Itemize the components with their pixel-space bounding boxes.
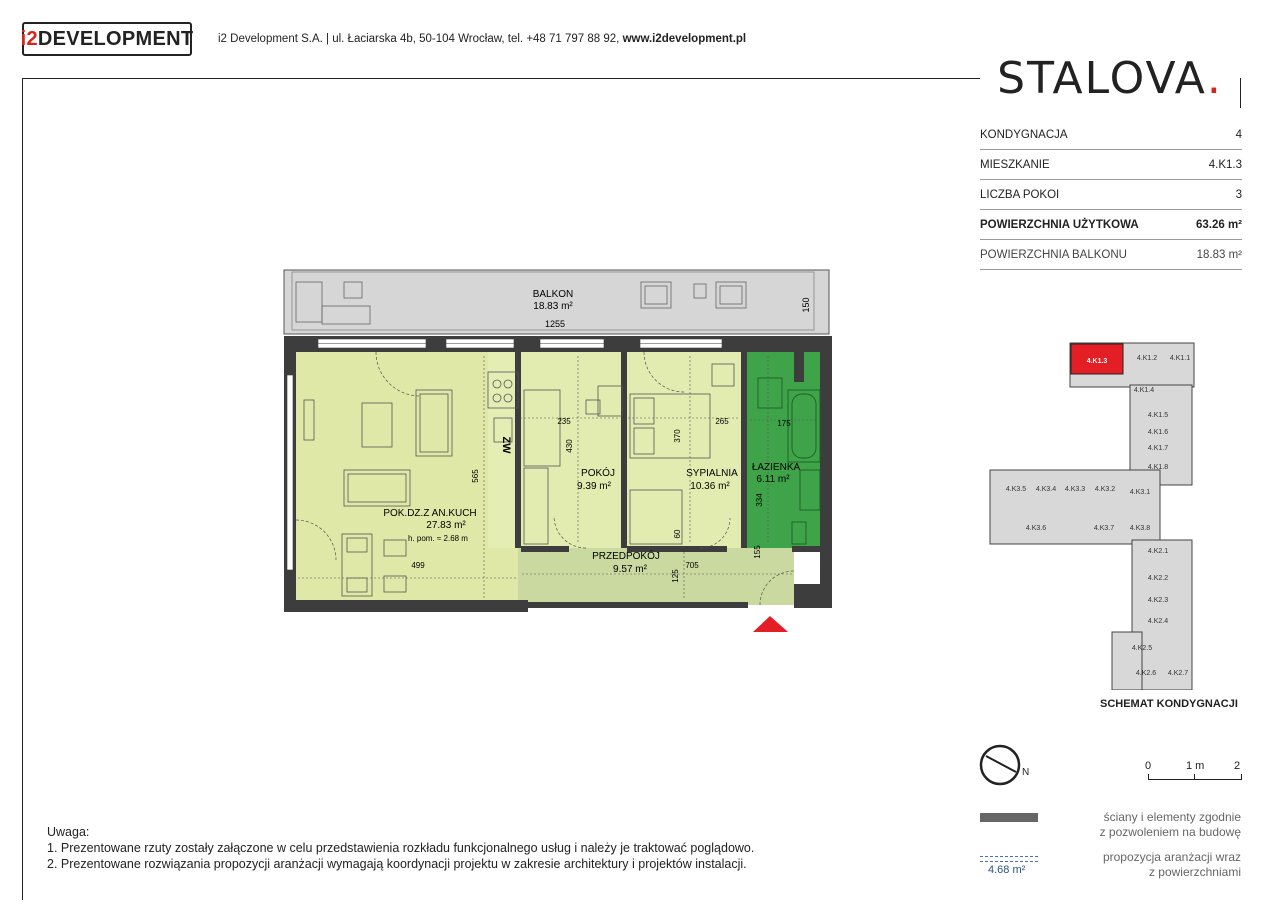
svg-text:N: N	[1022, 767, 1030, 778]
bathroom-name: ŁAZIENKA	[751, 462, 801, 473]
living-room-fill	[296, 352, 518, 605]
info-label: KONDYGNACJA	[980, 128, 1068, 141]
living-room-area: 27.83 m²	[426, 520, 466, 531]
dim-room-430: 430	[565, 439, 574, 453]
legend-proposal-line2: z powierzchniami	[1148, 865, 1241, 879]
room-area: 9.39 m²	[577, 481, 611, 492]
room-name: POKÓJ	[581, 468, 615, 479]
balcony-name: BALKON	[532, 289, 574, 300]
legend-wall-swatch	[980, 813, 1038, 822]
dim-hall-155: 155	[753, 545, 762, 559]
legend-walls-line2: z pozwoleniem na budowę	[1099, 825, 1241, 839]
scale-bar	[1145, 760, 1242, 780]
info-row-floor	[980, 120, 1242, 150]
schema-unit: 4.K1.8	[1147, 464, 1169, 471]
frame-top-line	[22, 78, 980, 79]
scale-zero: 0	[1145, 760, 1152, 772]
dim-balcony-width: 1255	[544, 319, 566, 329]
legend-area-swatch	[980, 856, 1038, 862]
dim-room-235: 235	[557, 417, 571, 426]
legend-walls	[1060, 810, 1241, 840]
bathroom-fill	[744, 352, 826, 548]
dim-balcony-depth: 150	[801, 297, 811, 313]
info-value: 3	[1235, 188, 1242, 201]
compass-icon	[978, 742, 1034, 788]
legend-proposal-line1: propozycja aranżacji wraz	[1102, 850, 1241, 864]
schema-unit: 4.K2.5	[1131, 645, 1153, 652]
frame-right-line	[1240, 78, 1241, 108]
living-room-height: h. pom. ≈ 2.68 m	[408, 534, 468, 543]
schema-unit: 4.K3.5	[1005, 486, 1027, 493]
info-label: LICZBA POKOI	[980, 188, 1060, 201]
living-room-name: POK.DZ.Z AN.KUCH	[383, 508, 477, 519]
brand-name: STALOVA	[997, 52, 1207, 104]
dim-bath-175: 175	[777, 419, 791, 428]
floor-schema	[985, 335, 1200, 690]
schema-unit: 4.K2.1	[1147, 548, 1169, 555]
schema-unit: 4.K3.2	[1094, 486, 1116, 493]
floor-plan	[270, 262, 840, 637]
schema-unit: 4.K1.7	[1147, 445, 1169, 452]
dim-living-499: 499	[411, 561, 425, 570]
schema-unit: 4.K1.2	[1136, 355, 1158, 362]
notes-line1: 1. Prezentowane rzuty zostały załączone w celu przedstawienia rozkładu funkcjonalnego usług i należy je traktować poglądowo.	[47, 841, 755, 855]
schema-unit: 4.K3.6	[1025, 525, 1047, 532]
balcony-area-label: 18.83 m²	[533, 301, 573, 312]
hallway-name: PRZEDPOKÓJ	[592, 551, 660, 562]
legend-walls-line1: ściany i elementy zgodnie	[1103, 810, 1241, 824]
schema-unit: 4.K2.2	[1147, 575, 1169, 582]
frame-left-line	[22, 78, 23, 900]
dim-bed-265: 265	[715, 417, 729, 426]
schema-highlight-label: 4.K1.3	[1086, 358, 1108, 365]
schema-unit: 4.K3.8	[1129, 525, 1151, 532]
notes-title: Uwaga:	[47, 825, 90, 839]
info-value: 63.26 m²	[1195, 218, 1242, 231]
schema-unit: 4.K2.3	[1147, 597, 1169, 604]
notes	[47, 824, 754, 872]
info-row-balcony-area	[980, 240, 1242, 270]
legend-area-sample: 4.68 m²	[988, 864, 1026, 876]
schema-unit: 4.K3.7	[1093, 525, 1115, 532]
schema-unit: 4.K2.6	[1135, 670, 1157, 677]
schema-unit: 4.K1.4	[1133, 387, 1155, 394]
schema-unit: 4.K3.4	[1035, 486, 1057, 493]
bedroom-name: SYPIALNIA	[686, 468, 738, 479]
info-label: POWIERZCHNIA UŻYTKOWA	[980, 218, 1139, 231]
i2-development-logo	[22, 22, 192, 56]
schema-unit: 4.K1.1	[1169, 355, 1191, 362]
info-row-usable-area	[980, 210, 1242, 240]
dim-hall-60: 60	[673, 529, 682, 539]
schema-wing-west	[990, 470, 1160, 544]
bedroom-fill	[624, 352, 744, 548]
notes-line2: 2. Prezentowane rozwiązania propozycji aranżacji wymagają koordynacji projektu w zakresie architektury i projektów instalacji.	[47, 857, 747, 871]
schema-unit: 4.K3.1	[1129, 489, 1151, 496]
stalova-logo	[997, 46, 1223, 110]
dim-hall-125: 125	[671, 569, 680, 583]
company-info	[218, 33, 746, 45]
schema-unit: 4.K2.7	[1167, 670, 1189, 677]
zw-label: ZW	[500, 436, 512, 454]
bathroom-area: 6.11 m²	[756, 474, 790, 485]
schema-unit: 4.K2.4	[1147, 618, 1169, 625]
dim-bath-334: 334	[755, 493, 764, 507]
scale-one: 1 m	[1186, 760, 1205, 772]
logo-suffix: DEVELOPMENT	[37, 27, 194, 50]
info-value: 18.83 m²	[1196, 248, 1242, 261]
legend-proposal	[1060, 850, 1241, 880]
scale-two: 2	[1234, 760, 1241, 772]
dim-bed-370: 370	[673, 429, 682, 443]
hallway-area: 9.57 m²	[613, 564, 647, 575]
schema-unit: 4.K3.3	[1064, 486, 1086, 493]
schema-unit: 4.K1.6	[1147, 429, 1169, 436]
entrance-arrow-icon	[753, 616, 788, 632]
dim-hall-705: 705	[685, 561, 699, 570]
info-row-rooms	[980, 180, 1242, 210]
schema-title: SCHEMAT KONDYGNACJI	[1100, 698, 1238, 710]
bedroom-area: 10.36 m²	[690, 481, 730, 492]
schema-unit: 4.K1.5	[1147, 412, 1169, 419]
info-value: 4	[1235, 128, 1242, 141]
info-label: MIESZKANIE	[980, 158, 1050, 171]
info-label: POWIERZCHNIA BALKONU	[980, 248, 1127, 261]
apartment-info-table	[980, 120, 1242, 270]
info-row-apartment	[980, 150, 1242, 180]
info-value: 4.K1.3	[1208, 158, 1242, 171]
logo-prefix: i2	[20, 27, 38, 50]
company-website[interactable]: www.i2development.pl	[622, 33, 747, 45]
brand-dot: .	[1206, 52, 1223, 104]
company-address: i2 Development S.A. | ul. Łaciarska 4b, 50-104 Wrocław, tel. +48 71 797 88 92,	[218, 33, 623, 45]
dim-living-565: 565	[471, 469, 480, 483]
schema-sw-block	[1112, 632, 1142, 690]
